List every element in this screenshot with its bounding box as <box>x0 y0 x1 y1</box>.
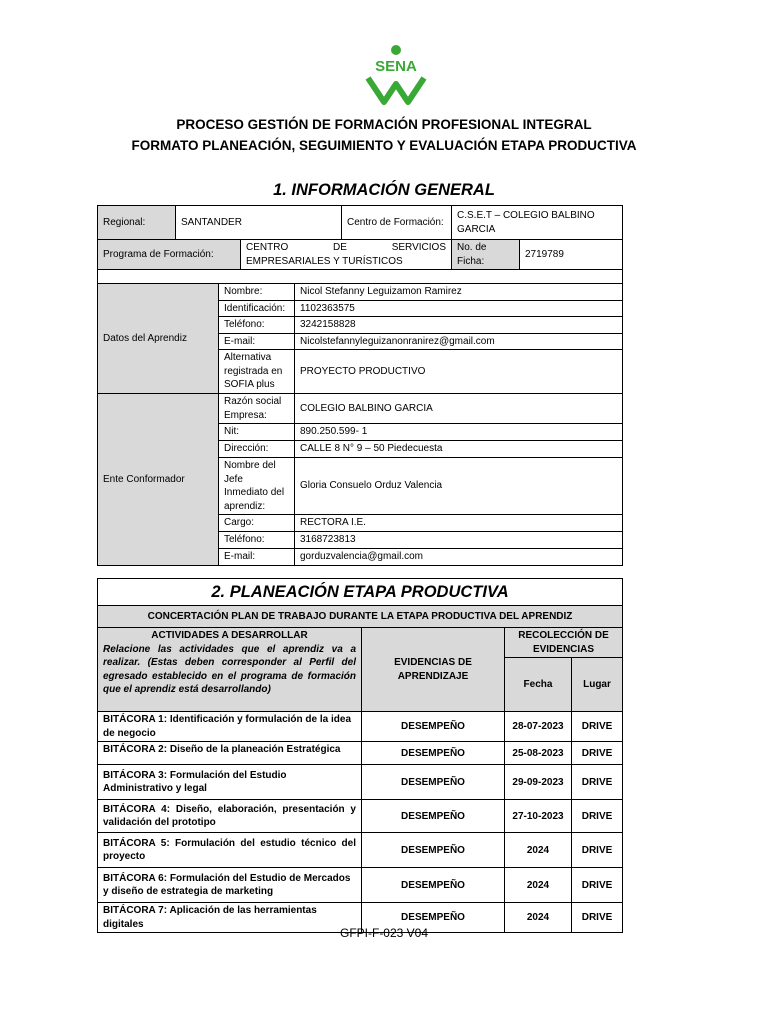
evidencia-cell: DESEMPEÑO <box>362 742 505 765</box>
ente-value: COLEGIO BALBINO GARCIA <box>295 394 623 424</box>
aprendiz-group-label: Datos del Aprendiz <box>98 284 219 394</box>
fecha-cell: 2024 <box>505 833 572 868</box>
ente-label: Cargo: <box>219 515 295 532</box>
ente-value: RECTORA I.E. <box>295 515 623 532</box>
header-line-2: FORMATO PLANEACIÓN, SEGUIMIENTO Y EVALUACIÓN ETAPA PRODUCTIVA <box>131 138 637 153</box>
aprendiz-value: Nicolstefannyleguizanonranirez@gmail.com <box>295 333 623 350</box>
section-2-subtitle: CONCERTACIÓN PLAN DE TRABAJO DURANTE LA ETAPA PRODUCTIVA DEL APRENDIZ <box>98 606 623 628</box>
lugar-cell: DRIVE <box>572 742 623 765</box>
section-1-title: 1. INFORMACIÓN GENERAL <box>273 181 495 199</box>
ente-label: Teléfono: <box>219 532 295 549</box>
logo-text: SENA <box>375 58 417 75</box>
regional-label: Regional: <box>98 206 176 240</box>
actividades-header <box>98 628 362 712</box>
evidencias-header: EVIDENCIAS DE APRENDIZAJE <box>362 628 505 712</box>
ente-value: Gloria Consuelo Orduz Valencia <box>295 458 623 515</box>
sena-logo <box>362 44 430 106</box>
fecha-cell: 2024 <box>505 903 572 933</box>
evidencia-cell: DESEMPEÑO <box>362 800 505 833</box>
lugar-cell: DRIVE <box>572 800 623 833</box>
fecha-cell: 28-07-2023 <box>505 712 572 742</box>
actividades-header-note: Relacione las actividades que el aprendiz va a realizar. (Estas deben corresponder al Perfil del egresado establecido en el programa de formación que el aprendiz está desarrollando) <box>103 643 356 696</box>
actividad-cell: BITÁCORA 5: Formulación del estudio técnico del proyecto <box>98 833 362 868</box>
aprendiz-label: Teléfono: <box>219 317 295 334</box>
lugar-cell: DRIVE <box>572 868 623 903</box>
aprendiz-value: Nicol Stefanny Leguizamon Ramirez <box>295 284 623 301</box>
aprendiz-label: E-mail: <box>219 333 295 350</box>
programa-value: CENTRO DE SERVICIOS EMPRESARIALES Y TURÍSTICOS <box>241 240 452 270</box>
aprendiz-value: PROYECTO PRODUCTIVO <box>295 350 623 394</box>
fecha-cell: 27-10-2023 <box>505 800 572 833</box>
ente-label: Dirección: <box>219 441 295 458</box>
recoleccion-header: RECOLECCIÓN DE EVIDENCIAS <box>505 628 623 658</box>
details-table <box>97 283 623 566</box>
programa-table <box>97 239 623 284</box>
header-line-1: PROCESO GESTIÓN DE FORMACIÓN PROFESIONAL INTEGRAL <box>176 117 592 132</box>
lugar-cell: DRIVE <box>572 712 623 742</box>
ente-label: Razón social Empresa: <box>219 394 295 424</box>
centro-label: Centro de Formación: <box>342 206 452 240</box>
actividad-cell: BITÁCORA 3: Formulación del Estudio Administrativo y legal <box>98 765 362 800</box>
evidencia-cell: DESEMPEÑO <box>362 868 505 903</box>
sena-logo-icon <box>362 44 430 106</box>
lugar-cell: DRIVE <box>572 903 623 933</box>
aprendiz-label: Alternativa registrada en SOFIA plus <box>219 350 295 394</box>
ente-value: gorduzvalencia@gmail.com <box>295 549 623 566</box>
fecha-cell: 2024 <box>505 868 572 903</box>
evidencia-cell: DESEMPEÑO <box>362 765 505 800</box>
actividad-cell: BITÁCORA 4: Diseño, elaboración, presentación y validación del prototipo <box>98 800 362 833</box>
ente-value: CALLE 8 N° 9 – 50 Piedecuesta <box>295 441 623 458</box>
ente-group-label: Ente Conformador <box>98 394 219 566</box>
ente-label: Nombre del Jefe Inmediato del aprendiz: <box>219 458 295 515</box>
ficha-value: 2719789 <box>520 240 623 270</box>
fecha-cell: 25-08-2023 <box>505 742 572 765</box>
footer-code: GFPI-F-023 V04 <box>339 926 429 940</box>
evidencia-cell: DESEMPEÑO <box>362 903 505 933</box>
regional-value: SANTANDER <box>176 206 342 240</box>
lugar-cell: DRIVE <box>572 833 623 868</box>
lugar-header: Lugar <box>572 658 623 712</box>
fecha-header: Fecha <box>505 658 572 712</box>
ente-value: 890.250.599- 1 <box>295 424 623 441</box>
actividad-cell: BITÁCORA 7: Aplicación de las herramientas digitales <box>98 903 362 933</box>
ente-label: E-mail: <box>219 549 295 566</box>
actividad-cell: BITÁCORA 2: Diseño de la planeación Estratégica <box>98 742 362 765</box>
planning-table <box>97 578 623 933</box>
actividad-cell: BITÁCORA 6: Formulación del Estudio de Mercados y diseño de estrategia de marketing <box>98 868 362 903</box>
evidencia-cell: DESEMPEÑO <box>362 833 505 868</box>
general-info-table <box>97 205 623 240</box>
programa-label: Programa de Formación: <box>98 240 241 270</box>
aprendiz-value: 1102363575 <box>295 300 623 317</box>
section-2-title: 2. PLANEACIÓN ETAPA PRODUCTIVA <box>98 579 623 606</box>
aprendiz-value: 3242158828 <box>295 317 623 334</box>
actividades-header-label: ACTIVIDADES A DESARROLLAR <box>151 630 308 642</box>
ente-value: 3168723813 <box>295 532 623 549</box>
ficha-label: No. de Ficha: <box>452 240 520 270</box>
actividad-cell: BITÁCORA 1: Identificación y formulación de la idea de negocio <box>98 712 362 742</box>
centro-value: C.S.E.T – COLEGIO BALBINO GARCIA <box>452 206 623 240</box>
spacer-row <box>98 270 623 284</box>
evidencia-cell: DESEMPEÑO <box>362 712 505 742</box>
aprendiz-label: Nombre: <box>219 284 295 301</box>
fecha-cell: 29-09-2023 <box>505 765 572 800</box>
lugar-cell: DRIVE <box>572 765 623 800</box>
aprendiz-label: Identificación: <box>219 300 295 317</box>
ente-label: Nit: <box>219 424 295 441</box>
